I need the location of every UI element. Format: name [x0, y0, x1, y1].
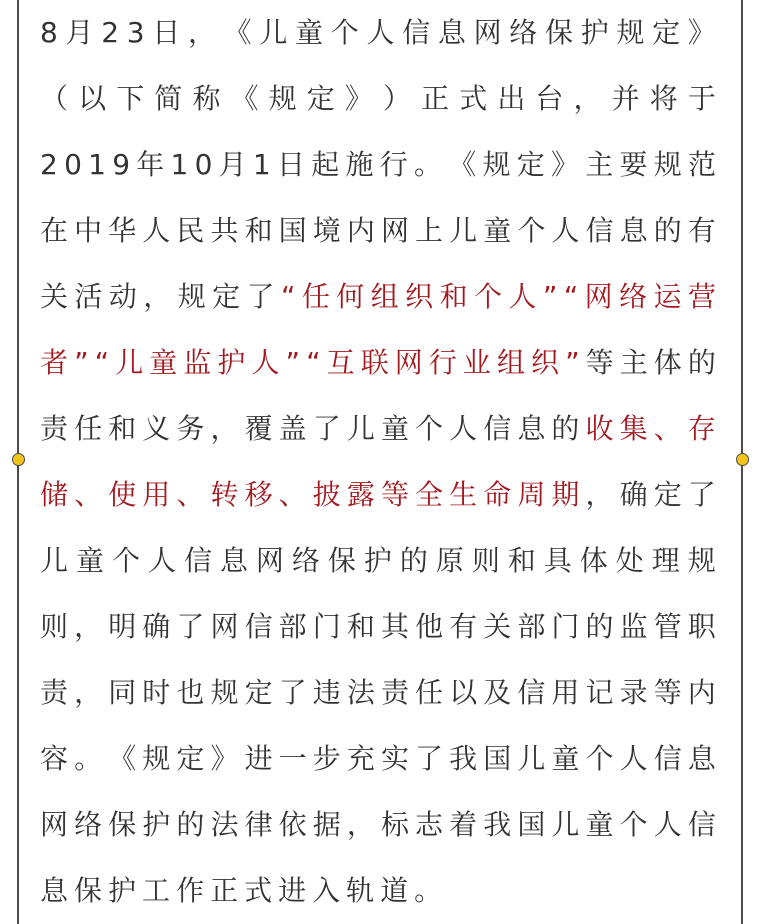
- text-char: 个: [517, 214, 546, 247]
- text-char: 9: [112, 148, 131, 181]
- highlight-char: 命: [483, 478, 512, 511]
- text-char: 规: [210, 676, 239, 709]
- text-char: 华: [108, 214, 137, 247]
- text-char: 处: [615, 544, 644, 577]
- text-char: 容: [40, 742, 69, 775]
- highlight-char: 个: [473, 280, 502, 313]
- highlight-char: 儿: [115, 346, 144, 379]
- highlight-char: 童: [149, 346, 178, 379]
- highlight-char: 护: [217, 346, 246, 379]
- text-char: 正: [421, 82, 450, 115]
- text-char: 和: [244, 214, 273, 247]
- text-char: 覆: [244, 412, 273, 445]
- text-char: 他: [415, 610, 444, 643]
- highlight-char: 联: [360, 346, 389, 379]
- text-char: 儿: [40, 544, 69, 577]
- text-char: 信: [653, 742, 682, 775]
- text-line: [40, 726, 716, 792]
- text-char: 规: [687, 544, 716, 577]
- text-char: 着: [449, 808, 478, 841]
- highlight-char: 人: [251, 346, 280, 379]
- text-char: 进: [244, 742, 273, 775]
- highlight-char: 网: [394, 346, 423, 379]
- text-char: 日: [152, 16, 181, 49]
- highlight-char: 业: [462, 346, 491, 379]
- text-char: 定: [653, 478, 682, 511]
- text-char: 》: [687, 16, 716, 49]
- text-char: 职: [687, 610, 716, 643]
- text-char: 儿: [551, 808, 580, 841]
- text-char: 息: [687, 742, 716, 775]
- text-char: 护: [363, 544, 392, 577]
- highlight-char: 、: [74, 478, 103, 511]
- text-char: 正: [210, 874, 245, 907]
- text-char: 人: [653, 808, 682, 841]
- text-char: 保: [327, 544, 356, 577]
- text-char: 录: [619, 676, 648, 709]
- highlight-char: 组: [370, 280, 399, 313]
- text-char: 儿: [517, 742, 546, 775]
- text-char: 《: [230, 82, 259, 115]
- highlight-char: 织: [531, 346, 560, 379]
- text-char: 规: [177, 280, 206, 313]
- text-char: 网: [473, 16, 502, 49]
- text-char: 范: [687, 148, 716, 181]
- text-char: ）: [382, 82, 411, 115]
- highlight-char: 任: [301, 280, 330, 313]
- text-char: 具: [543, 544, 572, 577]
- highlight-char: 者: [40, 346, 69, 379]
- text-char: 人: [366, 16, 395, 49]
- text-char: 护: [580, 16, 609, 49]
- text-line: [40, 594, 716, 660]
- text-char: 于: [687, 82, 716, 115]
- text-line: [40, 858, 716, 924]
- text-char: 。: [74, 742, 103, 775]
- text-char: 任: [415, 676, 444, 709]
- highlight-char: 和: [439, 280, 468, 313]
- text-char: 中: [74, 214, 103, 247]
- text-char: 盖: [278, 412, 307, 445]
- text-char: 确: [619, 478, 648, 511]
- text-char: 个: [415, 412, 444, 445]
- text-char: 网: [40, 808, 69, 841]
- text-char: 1: [88, 148, 106, 181]
- text-char: 依: [278, 808, 307, 841]
- highlight-char: 存: [687, 412, 716, 445]
- text-char: 个: [619, 808, 648, 841]
- text-char: 上: [415, 214, 444, 247]
- text-char: 2: [101, 16, 120, 49]
- text-line: [40, 132, 716, 198]
- text-char: 一: [278, 742, 307, 775]
- text-char: 了: [312, 412, 341, 445]
- text-char: 。: [414, 874, 449, 907]
- text-char: 法: [346, 676, 375, 709]
- text-char: 信: [517, 676, 546, 709]
- text-char: 定: [244, 676, 273, 709]
- text-char: 童: [483, 214, 512, 247]
- text-char: 年: [136, 148, 165, 181]
- text-char: 》: [344, 82, 373, 115]
- text-char: 体: [653, 346, 682, 379]
- text-char: 儿: [259, 16, 288, 49]
- text-char: 式: [244, 874, 279, 907]
- text-char: 责: [380, 676, 409, 709]
- text-char: 下: [116, 82, 145, 115]
- text-char: 1: [252, 148, 271, 181]
- highlight-char: 、: [278, 478, 307, 511]
- text-char: 并: [611, 82, 640, 115]
- text-char: 进: [278, 874, 313, 907]
- highlight-char: 集: [619, 412, 648, 445]
- text-line: [40, 0, 716, 66]
- text-char: 简: [154, 82, 183, 115]
- highlight-char: 监: [183, 346, 212, 379]
- text-char: 息: [619, 214, 648, 247]
- text-char: 的: [585, 610, 614, 643]
- highlight-char: 、: [176, 478, 205, 511]
- text-char: 人: [619, 742, 648, 775]
- text-char: 步: [312, 742, 341, 775]
- highlight-char: “: [280, 280, 296, 313]
- highlight-char: 、: [653, 412, 682, 445]
- text-char: 责: [40, 676, 69, 709]
- text-char: 规: [142, 742, 171, 775]
- text-char: 等: [585, 346, 614, 379]
- text-char: 部: [517, 610, 546, 643]
- highlight-char: 互: [326, 346, 355, 379]
- highlight-char: 储: [40, 478, 69, 511]
- text-char: 人: [449, 412, 478, 445]
- text-char: 了: [278, 676, 307, 709]
- highlight-char: 使: [108, 478, 137, 511]
- highlight-char: 等: [380, 478, 409, 511]
- text-char: 标: [380, 808, 409, 841]
- text-char: 工: [142, 874, 177, 907]
- text-char: 起: [311, 148, 340, 181]
- text-char: 活: [74, 280, 103, 313]
- text-char: 人: [551, 214, 580, 247]
- text-char: 定: [176, 742, 205, 775]
- text-char: 轨: [346, 874, 381, 907]
- text-line: [40, 462, 716, 528]
- text-char: ，: [143, 280, 172, 313]
- text-char: 《: [223, 16, 252, 49]
- text-char: 以: [78, 82, 107, 115]
- text-char: 管: [653, 610, 682, 643]
- text-char: 主: [619, 346, 648, 379]
- article-body: [40, 0, 716, 924]
- highlight-char: ”: [542, 280, 558, 313]
- highlight-char: “: [94, 346, 110, 379]
- text-line: [40, 198, 716, 264]
- text-char: 要: [619, 148, 648, 181]
- highlight-char: “: [306, 346, 321, 379]
- text-char: 个: [585, 742, 614, 775]
- text-char: 日: [276, 148, 305, 181]
- text-char: 志: [415, 808, 444, 841]
- text-char: 和: [108, 412, 137, 445]
- text-char: 律: [244, 808, 273, 841]
- highlight-char: ”: [74, 346, 89, 379]
- highlight-char: 网: [584, 280, 613, 313]
- text-char: 2: [40, 148, 58, 181]
- text-char: 理: [651, 544, 680, 577]
- highlight-char: 周: [517, 478, 546, 511]
- text-char: 其: [380, 610, 409, 643]
- text-char: （: [40, 82, 69, 115]
- highlight-char: 营: [687, 280, 716, 313]
- text-char: 共: [210, 214, 239, 247]
- text-char: 童: [295, 16, 324, 49]
- text-char: 。: [413, 148, 442, 181]
- text-char: 主: [585, 148, 614, 181]
- text-char: 个: [330, 16, 359, 49]
- text-char: 信: [483, 412, 512, 445]
- text-char: 则: [40, 610, 69, 643]
- text-char: 儿: [449, 214, 478, 247]
- text-char: 充: [346, 742, 375, 775]
- text-char: 络: [291, 544, 320, 577]
- text-char: 护: [142, 808, 171, 841]
- text-char: 童: [380, 412, 409, 445]
- text-char: 网: [380, 214, 409, 247]
- text-char: 了: [687, 478, 716, 511]
- text-char: 道: [380, 874, 415, 907]
- right-frame-dot-icon: [736, 453, 749, 466]
- text-char: 网: [255, 544, 284, 577]
- text-char: 的: [551, 412, 580, 445]
- highlight-char: 转: [210, 478, 239, 511]
- text-char: ，: [573, 82, 602, 115]
- text-char: 童: [551, 742, 580, 775]
- text-char: 个: [111, 544, 140, 577]
- text-char: ，: [210, 412, 239, 445]
- text-char: 务: [176, 412, 205, 445]
- text-char: 定: [212, 280, 241, 313]
- text-char: 作: [176, 874, 211, 907]
- text-char: 监: [619, 610, 648, 643]
- text-char: 的: [176, 808, 205, 841]
- text-char: 规: [482, 148, 511, 181]
- text-char: 内: [687, 676, 716, 709]
- text-char: 定: [306, 82, 335, 115]
- text-char: ，: [346, 808, 375, 841]
- text-char: 部: [278, 610, 307, 643]
- text-char: 《: [108, 742, 137, 775]
- highlight-char: 露: [346, 478, 375, 511]
- text-char: 0: [194, 148, 213, 181]
- text-char: 法: [210, 808, 239, 841]
- text-char: 有: [449, 610, 478, 643]
- text-char: 信: [183, 544, 212, 577]
- text-char: 保: [544, 16, 573, 49]
- text-char: 信: [244, 610, 273, 643]
- text-char: 据: [312, 808, 341, 841]
- text-line: [40, 66, 716, 132]
- text-line: [40, 330, 716, 396]
- text-char: ，: [74, 676, 103, 709]
- text-char: 息: [437, 16, 466, 49]
- text-char: 责: [40, 412, 69, 445]
- text-char: 国: [278, 214, 307, 247]
- text-char: 内: [346, 214, 375, 247]
- text-char: 1: [170, 148, 189, 181]
- text-char: 保: [74, 874, 109, 907]
- text-char: 《: [448, 148, 477, 181]
- text-char: 时: [142, 676, 171, 709]
- text-char: 用: [551, 676, 580, 709]
- text-char: 出: [497, 82, 526, 115]
- text-char: 》: [210, 742, 239, 775]
- highlight-char: 何: [336, 280, 365, 313]
- text-char: 息: [40, 874, 75, 907]
- text-char: 以: [449, 676, 478, 709]
- text-char: 体: [579, 544, 608, 577]
- text-char: 3: [126, 16, 145, 49]
- text-char: 8: [40, 16, 58, 49]
- text-line: [40, 528, 716, 594]
- text-char: 入: [312, 874, 347, 907]
- text-char: 信: [585, 214, 614, 247]
- highlight-char: 络: [619, 280, 648, 313]
- highlight-char: 用: [142, 478, 171, 511]
- text-char: 息: [517, 412, 546, 445]
- highlight-char: 披: [312, 478, 341, 511]
- text-char: 实: [380, 742, 409, 775]
- highlight-char: “: [563, 280, 579, 313]
- text-line: [40, 660, 716, 726]
- highlight-char: ”: [285, 346, 301, 379]
- text-char: 童: [585, 808, 614, 841]
- text-char: ，: [585, 478, 614, 511]
- text-line: [40, 396, 716, 462]
- text-char: 国: [483, 742, 512, 775]
- text-char: 关: [40, 280, 69, 313]
- text-char: 了: [246, 280, 275, 313]
- text-char: 规: [653, 148, 682, 181]
- text-char: 我: [483, 808, 512, 841]
- text-char: 规: [268, 82, 297, 115]
- text-char: 门: [551, 610, 580, 643]
- text-char: 也: [176, 676, 205, 709]
- highlight-char: 织: [405, 280, 434, 313]
- text-char: 人: [147, 544, 176, 577]
- text-char: 网: [210, 610, 239, 643]
- text-char: 人: [142, 214, 171, 247]
- text-char: 定: [516, 148, 545, 181]
- text-char: 关: [483, 610, 512, 643]
- text-char: 童: [75, 544, 104, 577]
- text-char: 明: [108, 610, 137, 643]
- text-char: 式: [459, 82, 488, 115]
- text-char: ，: [187, 16, 216, 49]
- text-char: 信: [687, 808, 716, 841]
- text-char: 了: [176, 610, 205, 643]
- text-char: 和: [507, 544, 536, 577]
- text-line: [40, 264, 716, 330]
- text-char: 保: [108, 808, 137, 841]
- text-char: 境: [312, 214, 341, 247]
- text-char: 称: [192, 82, 221, 115]
- text-char: 和: [346, 610, 375, 643]
- text-char: 原: [435, 544, 464, 577]
- text-char: 及: [483, 676, 512, 709]
- text-char: 了: [415, 742, 444, 775]
- text-char: ，: [74, 610, 103, 643]
- text-char: 在: [40, 214, 69, 247]
- text-char: 息: [219, 544, 248, 577]
- highlight-char: 组: [496, 346, 525, 379]
- text-line: [40, 792, 716, 858]
- text-char: 0: [64, 148, 82, 181]
- text-char: 义: [142, 412, 171, 445]
- text-char: 的: [399, 544, 428, 577]
- text-char: 护: [108, 874, 143, 907]
- text-char: 规: [616, 16, 645, 49]
- highlight-char: 全: [415, 478, 444, 511]
- text-char: 确: [142, 610, 171, 643]
- text-char: 施: [345, 148, 374, 181]
- text-char: 门: [312, 610, 341, 643]
- highlight-char: 生: [449, 478, 478, 511]
- text-char: 则: [471, 544, 500, 577]
- text-char: 信: [402, 16, 431, 49]
- text-char: 月: [218, 148, 247, 181]
- text-char: 》: [550, 148, 579, 181]
- text-char: 络: [509, 16, 538, 49]
- text-char: 将: [649, 82, 678, 115]
- highlight-char: 收: [585, 412, 614, 445]
- text-char: 的: [687, 346, 716, 379]
- text-char: 民: [176, 214, 205, 247]
- text-char: 同: [108, 676, 137, 709]
- text-char: 等: [653, 676, 682, 709]
- highlight-char: ”: [565, 346, 580, 379]
- text-char: 行: [379, 148, 408, 181]
- highlight-char: 运: [653, 280, 682, 313]
- highlight-char: 人: [508, 280, 537, 313]
- text-char: 的: [653, 214, 682, 247]
- text-char: 儿: [346, 412, 375, 445]
- text-char: 记: [585, 676, 614, 709]
- text-char: 违: [312, 676, 341, 709]
- highlight-char: 移: [244, 478, 273, 511]
- text-char: 国: [517, 808, 546, 841]
- text-char: 台: [535, 82, 564, 115]
- text-char: 络: [74, 808, 103, 841]
- text-char: 月: [65, 16, 94, 49]
- left-frame-dot-icon: [12, 453, 25, 466]
- text-char: 动: [108, 280, 137, 313]
- text-char: 任: [74, 412, 103, 445]
- text-char: 有: [687, 214, 716, 247]
- text-char: 定: [652, 16, 681, 49]
- highlight-char: 行: [428, 346, 457, 379]
- text-char: 我: [449, 742, 478, 775]
- highlight-char: 期: [551, 478, 580, 511]
